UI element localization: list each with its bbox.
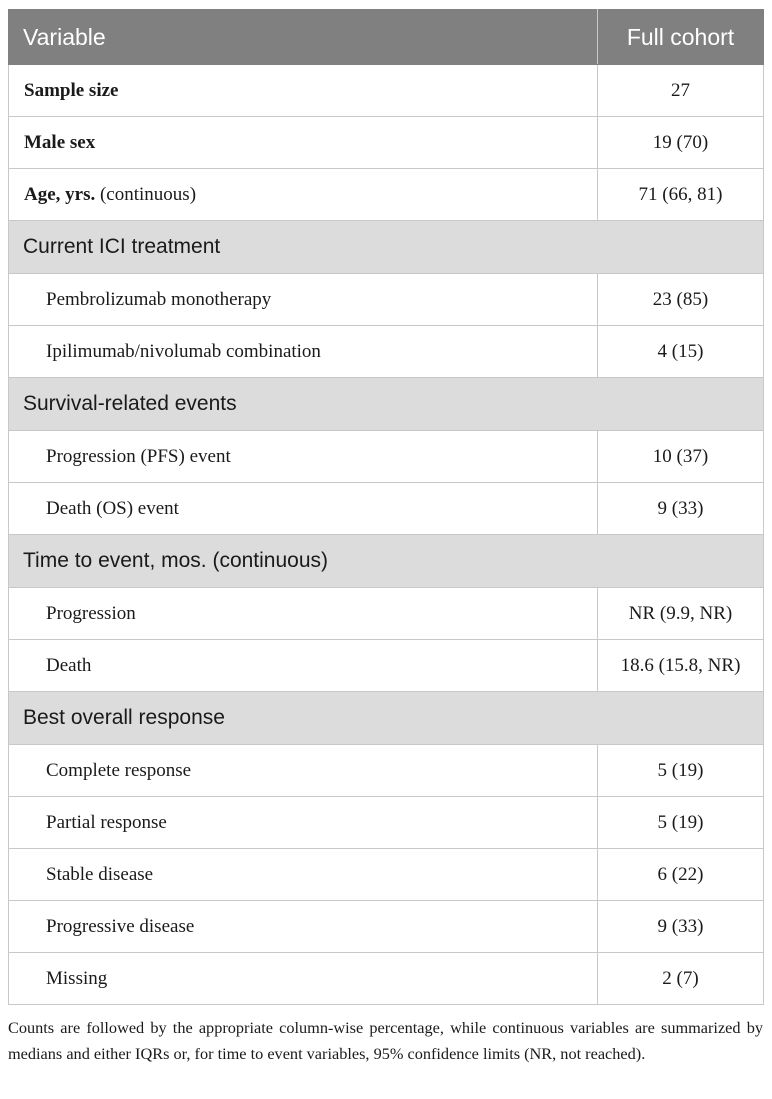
section-header-survival-events <box>9 378 764 431</box>
table-header-row <box>9 10 764 65</box>
row-label: Complete response <box>9 745 598 797</box>
section-header-best-response <box>9 692 764 745</box>
table-row <box>9 953 764 1005</box>
table-row-age <box>9 169 764 221</box>
section-title: Current ICI treatment <box>9 221 764 274</box>
row-value: NR (9.9, NR) <box>598 588 764 640</box>
table-row-sample-size <box>9 65 764 117</box>
table-row <box>9 640 764 692</box>
row-label <box>9 117 598 169</box>
row-value: 5 (19) <box>598 745 764 797</box>
header-full-cohort: Full cohort <box>598 10 764 65</box>
row-label-bold: Age, yrs. <box>24 183 96 205</box>
table-row-male-sex <box>9 117 764 169</box>
row-label <box>9 169 598 221</box>
table-row <box>9 901 764 953</box>
table-row <box>9 326 764 378</box>
row-label: Ipilimumab/nivolumab combination <box>9 326 598 378</box>
cohort-table <box>8 9 764 1005</box>
row-label: Missing <box>9 953 598 1005</box>
table-row <box>9 797 764 849</box>
table-row <box>9 431 764 483</box>
row-value: 9 (33) <box>598 901 764 953</box>
row-value: 23 (85) <box>598 274 764 326</box>
row-value: 18.6 (15.8, NR) <box>598 640 764 692</box>
row-label: Progressive disease <box>9 901 598 953</box>
row-value: 27 <box>598 65 764 117</box>
row-label: Partial response <box>9 797 598 849</box>
row-label: Death <box>9 640 598 692</box>
header-variable: Variable <box>9 10 598 65</box>
row-value: 10 (37) <box>598 431 764 483</box>
section-header-ici-treatment <box>9 221 764 274</box>
row-value: 19 (70) <box>598 117 764 169</box>
row-value: 5 (19) <box>598 797 764 849</box>
section-title: Time to event, mos. (continuous) <box>9 535 764 588</box>
table-footnote: Counts are followed by the appropriate column-wise percentage, while continuous variables are summarized by medians and either IQRs or, for time to event variables, 95% confidence limits (NR, not reached). <box>8 1018 763 1063</box>
row-label: Progression (PFS) event <box>9 431 598 483</box>
row-value: 71 (66, 81) <box>598 169 764 221</box>
row-value: 2 (7) <box>598 953 764 1005</box>
table-row <box>9 274 764 326</box>
row-label <box>9 65 598 117</box>
row-value: 9 (33) <box>598 483 764 535</box>
table-row <box>9 483 764 535</box>
row-label-rest: (continuous) <box>95 183 197 205</box>
row-label: Death (OS) event <box>9 483 598 535</box>
section-title: Survival-related events <box>9 378 764 431</box>
row-label: Pembrolizumab monotherapy <box>9 274 598 326</box>
row-label: Stable disease <box>9 849 598 901</box>
row-label: Progression <box>9 588 598 640</box>
section-title: Best overall response <box>9 692 764 745</box>
section-header-time-to-event <box>9 535 764 588</box>
table-row <box>9 588 764 640</box>
row-value: 6 (22) <box>598 849 764 901</box>
document <box>8 9 763 1083</box>
row-label-bold: Sample size <box>24 79 119 101</box>
table-row <box>9 745 764 797</box>
row-value: 4 (15) <box>598 326 764 378</box>
table-row <box>9 849 764 901</box>
row-label-bold: Male sex <box>24 131 96 153</box>
